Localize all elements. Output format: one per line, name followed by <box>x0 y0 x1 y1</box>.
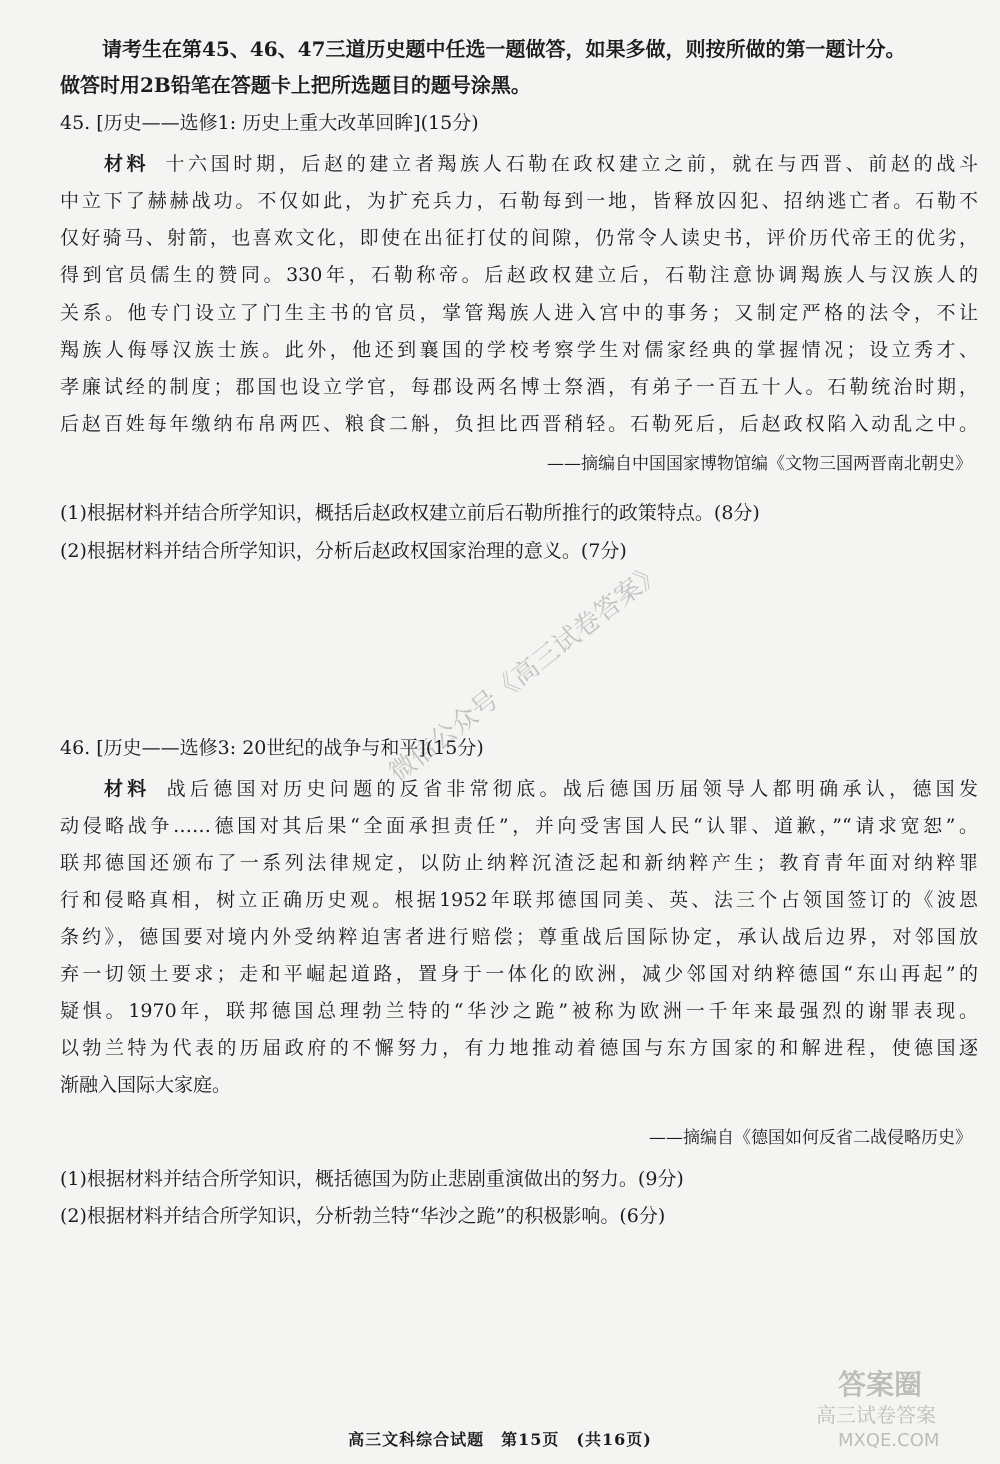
q46-question-2: (2)根据材料并结合所学知识，分析勃兰特“华沙之跪”的积极影响。(6分) <box>60 1205 666 1227</box>
q46-source: ——摘编自《德国如何反省二战侵略历史》 <box>649 1128 972 1148</box>
q46-material-line-3: 联邦德国还颁布了一系列法律规定，以防止纳粹沉渣泛起和新纳粹产生；教育青年面对纳粹罪 <box>60 852 978 874</box>
material-label: 材料 <box>104 778 151 800</box>
q45-material-line-4: 得到官员儒生的赞同。330年，石勒称帝。后赵政权建立后，石勒注意协调羯族人与汉族人的 <box>60 264 978 286</box>
q46-material-line-1: 材料 战后德国对历史问题的反省非常彻底。战后德国历届领导人都明确承认，德国发 <box>104 778 978 800</box>
q45-material-line-3: 仅好骑马、射箭，也喜欢文化，即使在出征打仗的间隙，仍常令人读史书，评价历代帝王的优劣， <box>60 227 978 249</box>
q45-source: ——摘编自中国国家博物馆编《文物三国两晋南北朝史》 <box>547 454 972 474</box>
q45-material-line-1: 材料 十六国时期，后赵的建立者羯族人石勒在政权建立之前，就在与西晋、前赵的战斗 <box>104 153 978 175</box>
q45-question-2: (2)根据材料并结合所学知识，分析后赵政权国家治理的意义。(7分) <box>60 540 627 562</box>
q46-material-line-8: 以勃兰特为代表的历届政府的不懈努力，有力地推动着德国与东方国家的和解进程，使德国逐 <box>60 1037 978 1059</box>
page-footer: 高三文科综合试题 第15页 (共16页) <box>348 1430 652 1449</box>
q45-question-1: (1)根据材料并结合所学知识，概括后赵政权建立前后石勒所推行的政策特点。(8分) <box>60 502 760 524</box>
svg-text:MXQE.COM: MXQE.COM <box>838 1430 940 1451</box>
q45-material-line-5: 关系。他专门设立了门生主书的官员，掌管羯族人进入宫中的事务；又制定严格的法令，不让 <box>60 302 978 324</box>
q45-material-line-8: 后赵百姓每年缴纳布帛两匹、粮食二斛，负担比西晋稍轻。石勒死后，后赵政权陷入动乱之中。 <box>60 413 978 435</box>
q46-material-line-6: 弃一切领土要求；走和平崛起道路，置身于一体化的欧洲，减少邻国对纳粹德国“东山再起”的 <box>60 963 978 985</box>
svg-text:答案圈: 答案圈 <box>838 1368 923 1401</box>
center-watermark: 微信公众号《高三试卷答案》 <box>383 556 669 789</box>
material-label: 材料 <box>104 153 150 175</box>
q46-material-line-2: 动侵略战争……德国对其后果“全面承担责任”，并向受害国人民“认罪、道歉，”“请求宽恕”。 <box>60 815 978 837</box>
instruction-line-1: 请考生在第45、46、47三道历史题中任选一题做答，如果多做，则按所做的第一题计分。 <box>102 37 906 61</box>
q46-material-line-7: 疑惧。1970年，联邦德国总理勃兰特的“华沙之跪”被称为欧洲一千年来最强烈的谢罪表现。 <box>60 1000 978 1022</box>
svg-text:高三试卷答案: 高三试卷答案 <box>816 1403 936 1427</box>
instruction-line-2: 做答时用2B铅笔在答题卡上把所选题目的题号涂黑。 <box>60 73 531 97</box>
q45-material-line-2: 中立下了赫赫战功。不仅如此，为扩充兵力，石勒每到一地，皆释放囚犯、招纳逃亡者。石勒不 <box>60 190 978 212</box>
q46-title: 46. [历史——选修3: 20世纪的战争与和平](15分) <box>60 737 484 759</box>
q46-material-line-4: 行和侵略真相，树立正确历史观。根据1952年联邦德国同美、英、法三个占领国签订的《波恩 <box>60 889 978 911</box>
q45-title: 45. [历史——选修1: 历史上重大改革回眸](15分) <box>60 112 479 134</box>
q45-material-line-7: 孝廉试经的制度；郡国也设立学官，每郡设两名博士祭酒，有弟子一百五十人。石勒统治时期， <box>60 376 978 398</box>
q46-question-1: (1)根据材料并结合所学知识，概括德国为防止悲剧重演做出的努力。(9分) <box>60 1168 684 1190</box>
q46-material-line-9: 渐融入国际大家庭。 <box>60 1074 232 1096</box>
q46-material-line-5: 条约》，德国要对境内外受纳粹迫害者进行赔偿；尊重战后国际协定，承认战后边界，对邻国放 <box>60 926 978 948</box>
q45-material-line-6: 羯族人侮辱汉族士族。此外，他还到襄国的学校考察学生对儒家经典的掌握情况；设立秀才、 <box>60 339 978 361</box>
